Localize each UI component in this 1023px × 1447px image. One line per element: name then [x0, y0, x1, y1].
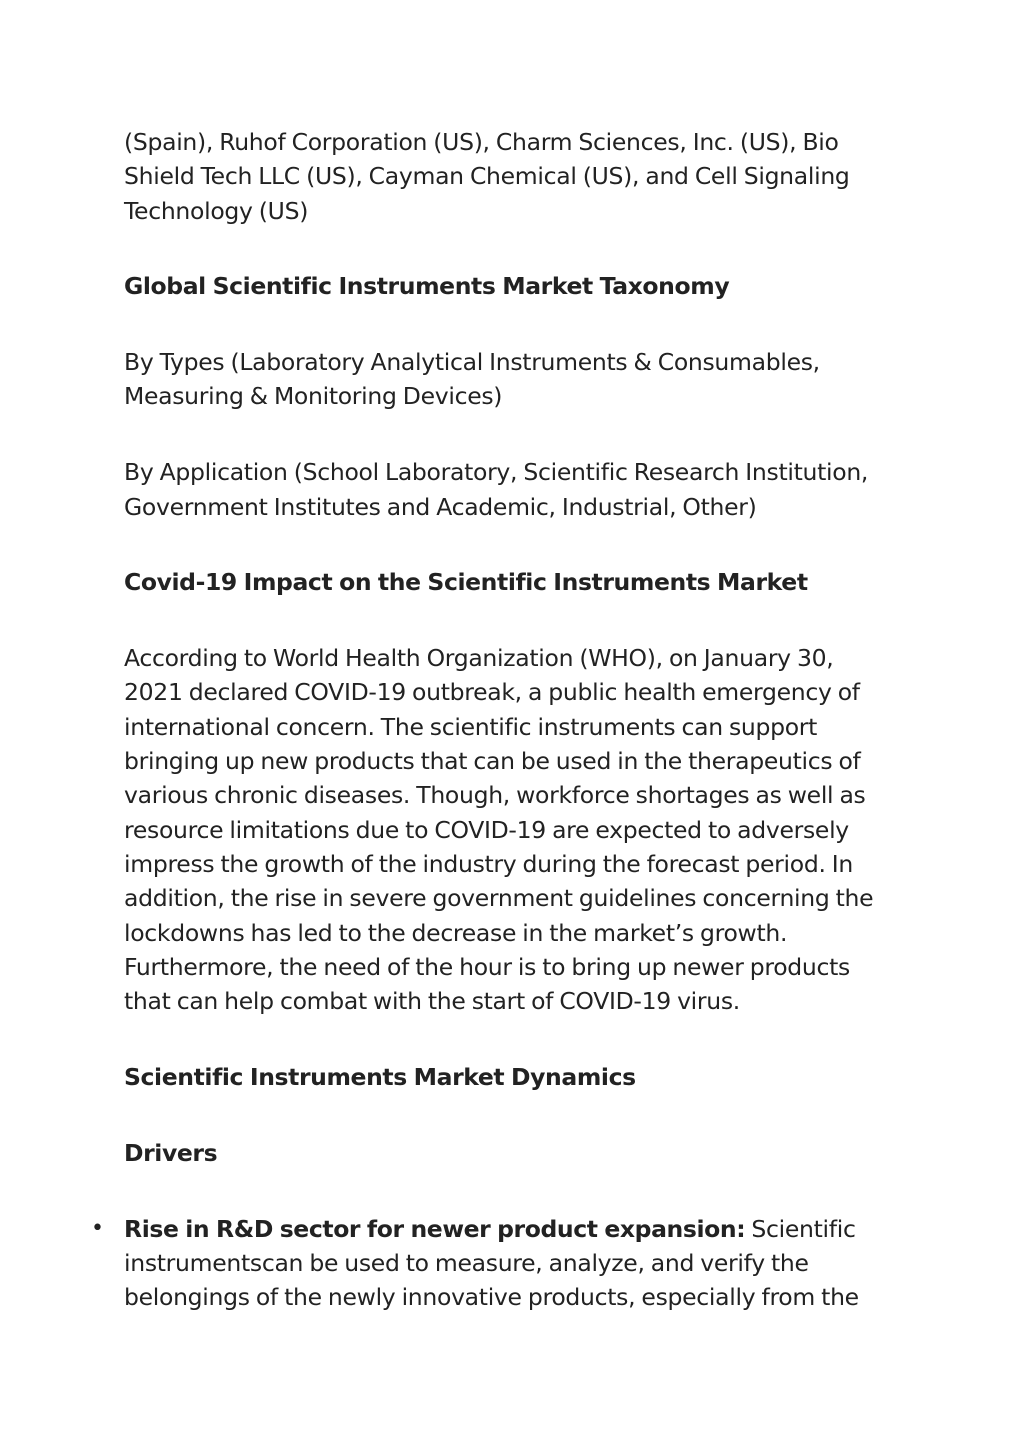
- spacer: [124, 524, 874, 566]
- spacer: [124, 414, 874, 456]
- spacer: [124, 1018, 874, 1060]
- spacer: [124, 304, 874, 346]
- drivers-heading: Drivers: [124, 1138, 218, 1167]
- covid-heading: Covid-19 Impact on the Scientific Instruments Market: [124, 568, 808, 597]
- by-application-paragraph: By Application (School Laboratory, Scientific Research Institution, Government Institutes and Academic, Industrial, Other): [124, 458, 869, 521]
- list-item: [91, 1212, 874, 1315]
- spacer: [124, 600, 874, 642]
- spacer: [124, 228, 874, 270]
- spacer: [124, 1094, 874, 1136]
- intro-paragraph: (Spain), Ruhof Corporation (US), Charm Sciences, Inc. (US), Bio Shield Tech LLC (US), Cayman Chemical (US), and Cell Signaling Technology (US): [124, 128, 850, 225]
- drivers-list: [91, 1212, 874, 1315]
- driver-body-text: Scientific instrumentscan be used to measure, analyze, and verify the belongings of the newly innovative products, especially from the: [124, 1214, 859, 1312]
- driver-lead-text: Rise in R&D sector for newer product expansion:: [124, 1214, 746, 1243]
- document-content: [91, 125, 874, 1314]
- taxonomy-heading: Global Scientific Instruments Market Taxonomy: [124, 272, 730, 301]
- spacer: [124, 1170, 874, 1212]
- by-types-paragraph: By Types (Laboratory Analytical Instruments & Consumables, Measuring & Monitoring Devices): [124, 348, 820, 411]
- bullet-icon: •: [91, 1215, 104, 1241]
- dynamics-heading: Scientific Instruments Market Dynamics: [124, 1062, 636, 1091]
- covid-paragraph: According to World Health Organization (WHO), on January 30, 2021 declared COVID-19 outbreak, a public health emergency of international concern. The scientific instruments can support bringing up new products that can be used in the therapeutics of various chronic diseases. Though, workforce shortages as well as resource limitations due to COVID-19 are expected to adversely impress the growth of the industry during the forecast period. In addition, the rise in severe government guidelines concerning the lockdowns has led to the decrease in the market’s growth. Furthermore, the need of the hour is to bring up newer products that can help combat with the start of COVID-19 virus.: [124, 644, 874, 1016]
